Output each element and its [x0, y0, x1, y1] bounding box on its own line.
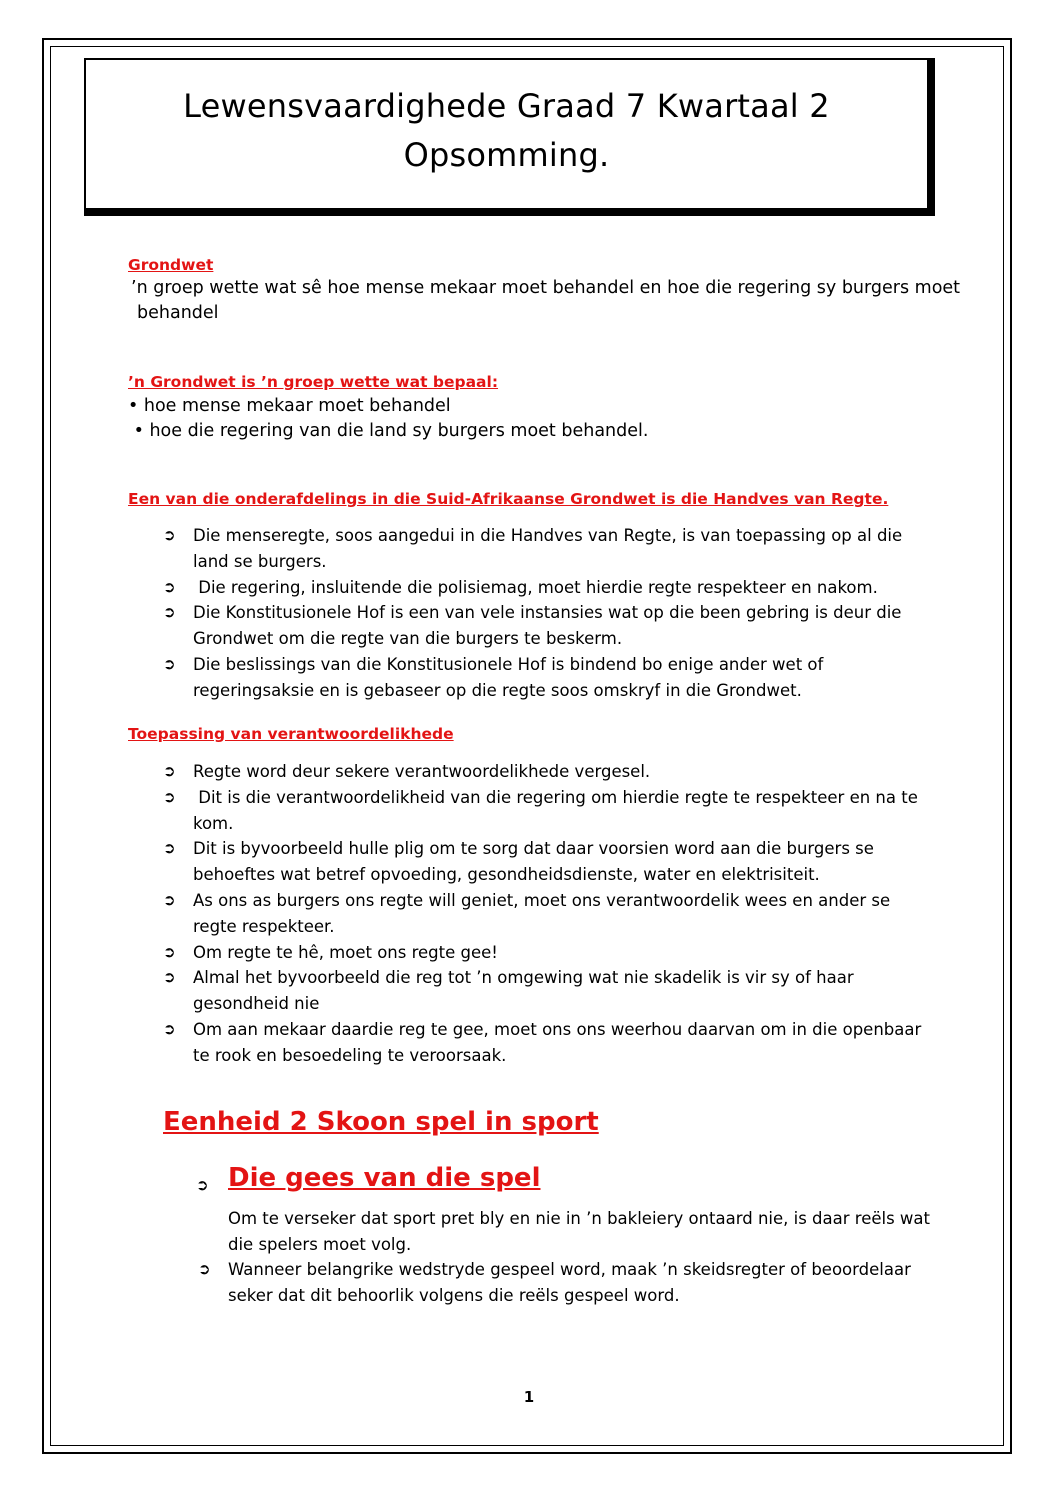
list-item: ➲ Wanneer belangrike wedstryde gespeel word, maak ’n skeidsregter of beoordelaar seker dat dit behoorlik volgens die reëls gespeel word. — [198, 1257, 938, 1309]
heading-definition: ’n Grondwet is ’n groep wette wat bepaal: — [128, 373, 499, 391]
arrow-bullet-icon: ➲ — [163, 526, 176, 544]
list-item: ➲ Dit is byvoorbeeld hulle plig om te sorg dat daar voorsien word aan die burgers se behoeftes wat betref opvoeding, gesondheidsdienste, water en elektrisiteit. — [163, 836, 938, 888]
arrow-bullet-icon: ➲ — [196, 1176, 209, 1194]
list-item: ➲ Om regte te hê, moet ons regte gee! — [163, 940, 938, 966]
title-line-1: Lewensvaardighede Graad 7 Kwartaal 2 — [183, 87, 830, 125]
subheading-gees-van-die-spel: Die gees van die spel — [228, 1163, 541, 1193]
list-item: ➲ Die Konstitusionele Hof is een van vele instansies wat op die been gebring is deur die Grondwet om die regte van die burgers te beskerm. — [163, 600, 933, 652]
grondwet-text-line-1: ’n groep wette wat sê hoe mense mekaar moet behandel en hoe die regering sy burgers moet — [131, 278, 961, 298]
arrow-bullet-icon: ➲ — [163, 787, 176, 806]
heading-toepassing: Toepassing van verantwoordelikhede — [128, 725, 454, 743]
title-line-2: Opsomming. — [403, 136, 610, 174]
title-box — [84, 58, 935, 216]
list-item: ➲ Die menseregte, soos aangedui in die Handves van Regte, is van toepassing op al die land se burgers. — [163, 523, 933, 575]
page-number: 1 — [523, 1388, 535, 1406]
arrow-bullet-icon: ➲ — [163, 942, 176, 961]
arrow-bullet-icon: ➲ — [163, 890, 176, 909]
arrow-bullet-icon: ➲ — [163, 1019, 176, 1038]
arrow-bullet-icon: ➲ — [198, 1260, 211, 1278]
list-item: ➲ Regte word deur sekere verantwoordelikhede vergesel. — [163, 759, 938, 785]
list-item: ➲ As ons as burgers ons regte will geniet, moet ons verantwoordelik wees en ander se regte respekteer. — [163, 888, 938, 940]
grondwet-text-line-2: behandel — [137, 303, 219, 323]
list-item: ➲ Om aan mekaar daardie reg te gee, moet ons ons weerhou daarvan om in die openbaar te rook en besoedeling te veroorsaak. — [163, 1017, 938, 1069]
heading-eenheid-2: Eenheid 2 Skoon spel in sport — [163, 1107, 599, 1137]
handves-list — [163, 523, 933, 704]
definition-item-1: • hoe mense mekaar moet behandel — [128, 396, 451, 416]
arrow-bullet-icon: ➲ — [163, 654, 176, 673]
list-item: ➲ Almal het byvoorbeeld die reg tot ’n omgewing wat nie skadelik is vir sy of haar gesondheid nie — [163, 965, 938, 1017]
list-item: ➲ Die beslissings van die Konstitusionele Hof is bindend bo enige ander wet of regeringsaksie en is gebaseer op die regte soos omskryf in die Grondwet. — [163, 652, 933, 704]
eenheid-list — [198, 1257, 938, 1309]
list-item: ➲ Die regering, insluitende die polisiemag, moet hierdie regte respekteer en nakom. — [163, 575, 933, 601]
arrow-bullet-icon: ➲ — [163, 968, 176, 987]
list-item: ➲ Dit is die verantwoordelikheid van die regering om hierdie regte te respekteer en na te kom. — [163, 785, 938, 837]
arrow-bullet-icon: ➲ — [163, 577, 176, 596]
definition-item-2: • hoe die regering van die land sy burgers moet behandel. — [128, 421, 649, 441]
arrow-bullet-icon: ➲ — [163, 839, 176, 858]
heading-handves: Een van die onderafdelings in die Suid-Afrikaanse Grondwet is die Handves van Regte. — [128, 490, 889, 508]
toepassing-list — [163, 759, 938, 1069]
arrow-bullet-icon: ➲ — [163, 603, 176, 622]
arrow-bullet-icon: ➲ — [163, 762, 176, 780]
gees-van-die-spel-text: Om te verseker dat sport pret bly en nie in ’n bakleiery ontaard nie, is daar reëls wat die spelers moet volg. — [228, 1209, 930, 1254]
heading-grondwet: Grondwet — [128, 256, 214, 274]
